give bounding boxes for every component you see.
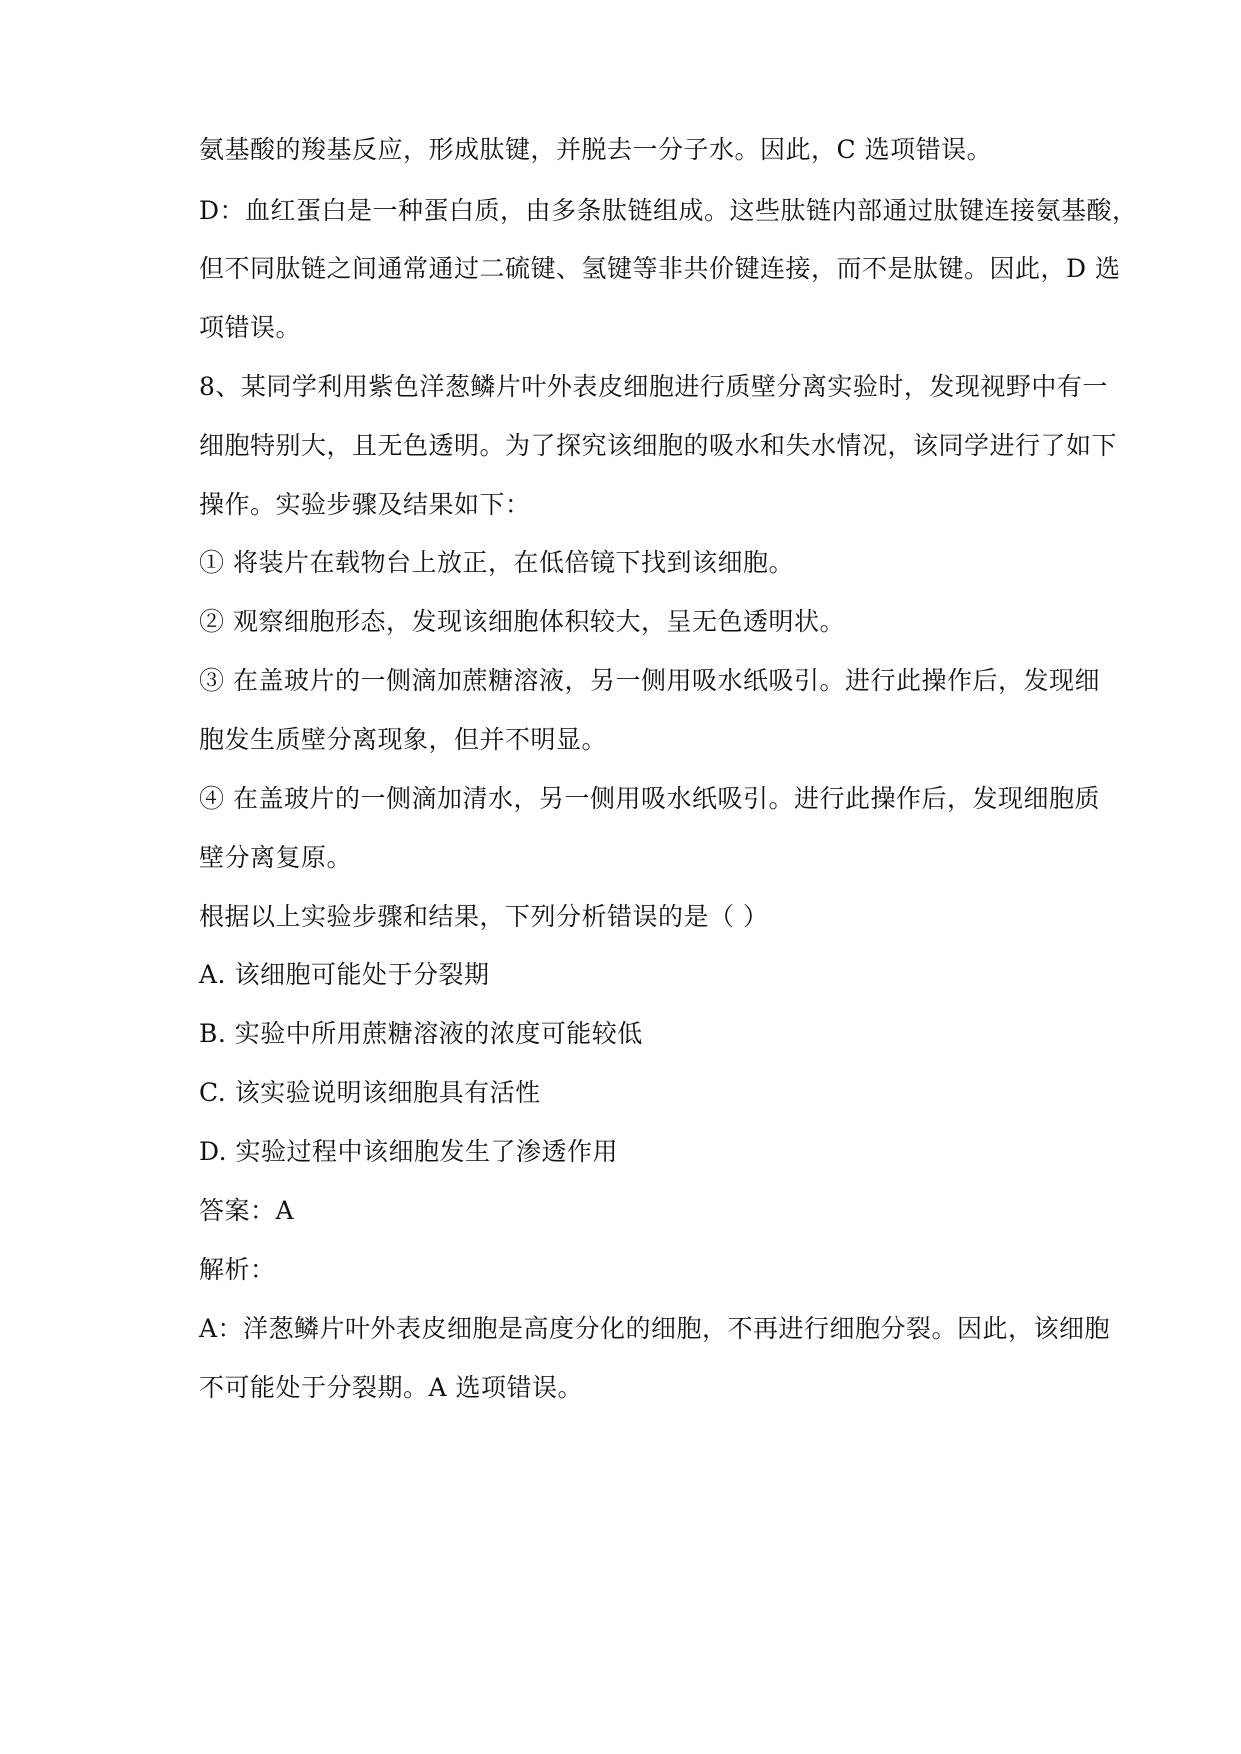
option-a: A. 该细胞可能处于分裂期 xyxy=(199,960,490,989)
step-1: ① 将装片在载物台上放正，在低倍镜下找到该细胞。 xyxy=(199,548,794,577)
option-d: D. 实验过程中该细胞发生了渗透作用 xyxy=(199,1137,619,1166)
step-4-line-1: ④ 在盖玻片的一侧滴加清水，另一侧用吸水纸吸引。进行此操作后，发现细胞质 xyxy=(199,784,1100,813)
explanation-d-line-1: D：血红蛋白是一种蛋白质，由多条肽链组成。这些肽链内部通过肽键连接氨基酸， xyxy=(199,196,1138,225)
explanation-d-line-3: 项错误。 xyxy=(199,313,302,342)
option-b: B. 实验中所用蔗糖溶液的浓度可能较低 xyxy=(199,1019,643,1048)
question-prompt: 根据以上实验步骤和结果，下列分析错误的是（ ） xyxy=(199,902,769,931)
step-4-line-2: 壁分离复原。 xyxy=(199,843,353,872)
analysis-a-line-1: A：洋葱鳞片叶外表皮细胞是高度分化的细胞，不再进行细胞分裂。因此，该细胞 xyxy=(199,1314,1111,1343)
continuation-line-1: 氨基酸的羧基反应，形成肽键，并脱去一分子水。因此，C 选项错误。 xyxy=(199,135,993,164)
explanation-d-line-2: 但不同肽链之间通常通过二硫键、氢键等非共价键连接，而不是肽键。因此，D 选 xyxy=(199,254,1121,283)
step-3-line-2: 胞发生质壁分离现象，但并不明显。 xyxy=(199,725,608,754)
step-3-line-1: ③ 在盖玻片的一侧滴加蔗糖溶液，另一侧用吸水纸吸引。进行此操作后，发现细 xyxy=(199,666,1100,695)
analysis-label: 解析： xyxy=(199,1255,276,1284)
analysis-a-line-2: 不可能处于分裂期。A 选项错误。 xyxy=(199,1373,584,1402)
question-8-stem-line-2: 细胞特别大，且无色透明。为了探究该细胞的吸水和失水情况，该同学进行了如下 xyxy=(199,431,1118,460)
question-8-stem-line-3: 操作。实验步骤及结果如下： xyxy=(199,490,531,519)
option-c: C. 该实验说明该细胞具有活性 xyxy=(199,1078,541,1107)
step-2: ② 观察细胞形态，发现该细胞体积较大，呈无色透明状。 xyxy=(199,607,845,636)
question-8-stem-line-1: 8、某同学利用紫色洋葱鳞片叶外表皮细胞进行质壁分离实验时，发现视野中有一 xyxy=(199,372,1108,401)
answer: 答案：A xyxy=(199,1196,295,1225)
